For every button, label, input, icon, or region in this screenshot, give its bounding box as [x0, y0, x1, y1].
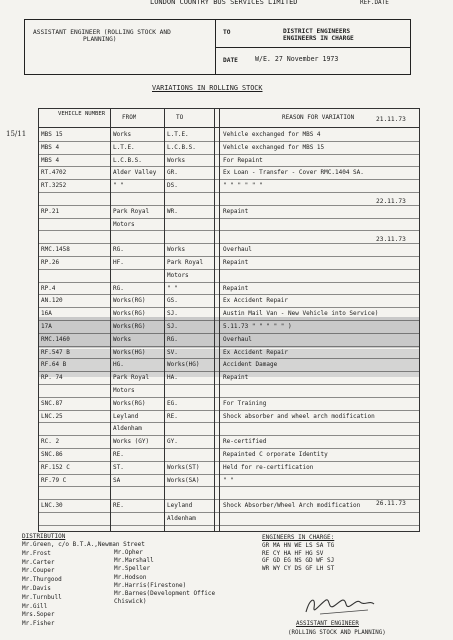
row-divider: [38, 512, 420, 513]
distribution-entry: GF GD EG NS GD WF SJ: [262, 557, 335, 565]
to-label: TO: [223, 29, 231, 36]
cell-from: Works(RG): [113, 310, 146, 318]
table-row: [38, 157, 420, 167]
row-divider: [38, 333, 420, 334]
cell-reason: " ": [223, 476, 234, 484]
table-row: [38, 297, 420, 307]
row-divider: [38, 230, 420, 231]
header-box: [24, 19, 411, 75]
table-row: [38, 336, 420, 346]
cell-reason: Overhaul: [223, 246, 252, 254]
cell-from: HG.: [113, 361, 124, 369]
distribution-entry: Mr.Hodson: [114, 573, 147, 581]
date-marker: 23.11.73: [376, 236, 406, 243]
row-divider: [38, 448, 420, 449]
cell-vehicle: RP.26: [41, 259, 60, 266]
row-divider: [38, 422, 420, 423]
table-row: [38, 361, 420, 371]
row-divider: [38, 410, 420, 411]
cell-to: Works(ST): [167, 463, 200, 471]
cell-from: Park Royal: [113, 374, 150, 382]
table-row: [38, 285, 420, 295]
cell-to: WR.: [167, 207, 178, 215]
cell-from: HF.: [113, 259, 124, 266]
signature-image: [300, 590, 380, 620]
distribution-entry: GR MA HN WE LS SA TG: [262, 542, 335, 549]
cell-from: Works(HG): [113, 348, 146, 356]
distribution-entry: Mr.Davis: [22, 584, 51, 592]
row-divider: [38, 397, 420, 398]
cell-to: GY.: [167, 438, 178, 446]
cell-from: Leyland: [113, 412, 139, 420]
col-header-to: TO: [176, 114, 184, 121]
from-line-2: PLANNING): [83, 36, 117, 43]
cell-to: SV.: [167, 348, 178, 356]
cell-reason: Shock Absorber/Wheel Arch modification: [223, 502, 361, 510]
date-marker: 26.11.73: [376, 500, 406, 507]
col-header-reason: REASON FOR VARIATION: [282, 114, 355, 121]
cell-from: L.C.B.S.: [113, 156, 142, 164]
margin-note: 15/11: [6, 130, 27, 138]
reference: REF.DATE: [360, 0, 389, 6]
cell-to: DS.: [167, 182, 178, 190]
cell-to: GS.: [167, 297, 178, 305]
cell-reason: Austin Mail Van - New Vehicle into Service): [223, 310, 379, 318]
cell-to: Leyland: [167, 502, 193, 510]
distribution-entry: WR WY CY DS GF LH ST: [262, 564, 335, 572]
cell-vehicle: MBS 15: [41, 131, 63, 138]
table-row: [38, 349, 420, 359]
distribution-entry: Mr.Fisher: [22, 620, 55, 628]
row-divider: [38, 141, 420, 142]
cell-vehicle: RF.79 C: [41, 476, 67, 484]
cell-reason: Re-certified: [223, 438, 267, 446]
cell-vehicle: AN.120: [41, 297, 63, 305]
cell-reason: Shock absorber and wheel arch modification: [223, 412, 375, 420]
cell-from: ST.: [113, 463, 124, 471]
from-line-1: ASSISTANT ENGINEER (ROLLING STOCK AND: [33, 29, 171, 36]
table-row: [38, 413, 420, 423]
cell-vehicle: RF.64 B: [41, 361, 67, 369]
distribution-entry: Mrs.Soper: [22, 611, 55, 619]
date-marker: 21.11.73: [376, 116, 406, 123]
cell-vehicle: RT.4702: [41, 169, 67, 177]
distribution-heading: DISTRIBUTION: [22, 533, 66, 540]
table-row: [38, 144, 420, 154]
cell-to: Works(HG): [167, 361, 200, 369]
table-row: [38, 400, 420, 410]
row-divider: [38, 269, 420, 270]
cell-from: RE.: [113, 502, 124, 510]
cell-to: Works(SA): [167, 476, 200, 484]
table-row: [38, 221, 420, 231]
row-divider: [38, 256, 420, 257]
cell-from: RG.: [113, 246, 124, 254]
distribution-entry: Mr.Thurgood: [22, 576, 62, 584]
cell-to: Park Royal: [167, 259, 204, 266]
row-divider: [38, 294, 420, 295]
cell-reason: Repaint: [223, 284, 249, 292]
cell-to: SJ.: [167, 310, 178, 318]
table-row: [38, 477, 420, 487]
table-row: [38, 464, 420, 474]
cell-reason: Ex Loan - Transfer - Cover RMC.1404 SA.: [223, 169, 364, 177]
cell-vehicle: RC. 2: [41, 438, 60, 446]
row-divider: [38, 346, 420, 347]
cell-reason: Vehicle exchanged for MBS 15: [223, 143, 325, 151]
cell-to: " ": [167, 284, 178, 292]
table-row: [38, 259, 420, 269]
row-divider: [38, 461, 420, 462]
cell-vehicle: RP. 74: [41, 374, 63, 382]
row-divider: [38, 243, 420, 244]
table-row: [38, 195, 420, 205]
row-divider: [38, 166, 420, 167]
row-divider: [38, 282, 420, 283]
cell-vehicle: RF.547 B: [41, 348, 70, 356]
cell-reason: For Repaint: [223, 156, 263, 164]
row-divider: [38, 474, 420, 475]
table-row: [38, 425, 420, 435]
cell-reason: Ex Accident Repair: [223, 297, 289, 305]
cell-from: RE.: [113, 451, 124, 458]
cell-from: Motors: [113, 220, 135, 228]
cell-vehicle: LNC.25: [41, 412, 63, 420]
distribution-entry: Mr.Harris(Firestone): [114, 581, 187, 589]
cell-reason: Overhaul: [223, 335, 252, 343]
row-divider: [38, 499, 420, 500]
col-header-vehicle: VEHICLE NUMBER: [58, 111, 106, 117]
cell-vehicle: SNC.86: [41, 451, 63, 458]
to-line-1: DISTRICT ENGINEERS: [283, 28, 351, 35]
distribution-entry: Mr.Green, c/o B.T.A.,Newman Street: [22, 541, 145, 548]
cell-from: Aldenham: [113, 425, 142, 433]
cell-reason: 5.11.73 " " " " " ): [223, 323, 292, 330]
table-row: [38, 233, 420, 243]
distribution-entry: Chiswick): [114, 598, 147, 606]
table-row: [38, 169, 420, 179]
table-row: [38, 131, 420, 141]
cell-to: RE.: [167, 412, 178, 420]
cell-vehicle: RT.3252: [41, 182, 67, 190]
cell-from: Alder Valley: [113, 169, 157, 177]
cell-vehicle: RMC.1460: [41, 335, 70, 343]
cell-reason: For Training: [223, 399, 267, 407]
cell-to: GR.: [167, 169, 178, 177]
cell-from: RG.: [113, 284, 124, 292]
cell-vehicle: RF.152 C: [41, 463, 70, 471]
cell-from: Motors: [113, 387, 135, 394]
distribution-entry: Mr.Gill: [22, 602, 48, 610]
cell-from: Works (GY): [113, 438, 150, 446]
table-row: [38, 246, 420, 256]
page-heading: VARIATIONS IN ROLLING STOCK: [152, 84, 263, 92]
cell-reason: Held for re-certification: [223, 463, 314, 471]
garage-codes: [262, 542, 334, 572]
date-marker: 22.11.73: [376, 198, 406, 205]
cell-to: L.C.B.S.: [167, 143, 196, 151]
row-divider: [38, 192, 420, 193]
cell-from: Works: [113, 335, 132, 343]
table-row: [38, 374, 420, 384]
row-divider: [38, 218, 420, 219]
table-row: [38, 489, 420, 499]
cell-vehicle: 16A: [41, 310, 52, 318]
row-divider: [38, 384, 420, 385]
cell-to: HA.: [167, 374, 178, 382]
distribution-entry: Mr.Frost: [22, 549, 51, 557]
cell-reason: Repaint: [223, 207, 249, 215]
cell-from: Works: [113, 131, 132, 138]
cell-reason: Repaint: [223, 374, 249, 382]
to-line-2: ENGINEERS IN CHARGE: [283, 35, 354, 42]
cell-from: Works(RG): [113, 323, 146, 330]
table-row: [38, 272, 420, 282]
cell-from: Park Royal: [113, 207, 150, 215]
cell-vehicle: SNC.87: [41, 399, 63, 407]
engineers-heading: ENGINEERS IN CHARGE:: [262, 534, 335, 541]
row-divider: [38, 307, 420, 308]
distribution-list-2: [114, 549, 215, 606]
cell-from: L.T.E.: [113, 143, 135, 151]
row-divider: [38, 179, 420, 180]
row-divider: [38, 371, 420, 372]
distribution-entry: Mr.Carter: [22, 558, 55, 566]
table-row: [38, 310, 420, 320]
cell-vehicle: RP.21: [41, 207, 60, 215]
cell-to: RG.: [167, 335, 178, 343]
cell-vehicle: RMC.1458: [41, 246, 70, 254]
cell-to: Works: [167, 246, 186, 254]
distribution-entry: Mr.Speller: [114, 565, 151, 573]
row-divider: [38, 435, 420, 436]
cell-from: SA: [113, 476, 121, 484]
col-header-from: FROM: [122, 114, 137, 121]
cell-reason: Repaint: [223, 259, 249, 266]
cell-vehicle: MBS 4: [41, 143, 60, 151]
table-row: [38, 438, 420, 448]
cell-to: Motors: [167, 271, 189, 279]
distribution-entry: RE CY HA HF HG SV: [262, 549, 324, 557]
table-row: [38, 182, 420, 192]
table-row: [38, 323, 420, 333]
cell-vehicle: RP.4: [41, 284, 56, 292]
cell-to: Aldenham: [167, 515, 196, 522]
cell-vehicle: 17A: [41, 323, 52, 330]
signature-caption-2: (ROLLING STOCK AND PLANNING): [288, 630, 386, 636]
table-row: [38, 502, 420, 512]
table-row: [38, 451, 420, 461]
variations-table: [38, 108, 420, 532]
cell-to: Works: [167, 156, 186, 164]
cell-vehicle: MBS 4: [41, 156, 60, 164]
row-divider: [38, 486, 420, 487]
cell-to: SJ.: [167, 323, 178, 330]
cell-from: Works(RG): [113, 297, 146, 305]
letterhead: LONDON COUNTRY BUS SERVICES LIMITED: [150, 0, 298, 6]
cell-reason: Accident Damage: [223, 361, 278, 369]
row-divider: [38, 205, 420, 206]
signature-caption-1: ASSISTANT ENGINEER: [296, 621, 359, 627]
row-divider: [38, 320, 420, 321]
distribution-entry: Mr.Couper: [22, 567, 55, 575]
cell-from: " ": [113, 182, 124, 190]
row-divider: [38, 154, 420, 155]
distribution-entry: Mr.Barnes(Development Office: [114, 590, 216, 598]
cell-to: L.T.E.: [167, 131, 189, 138]
distribution-entry: Mr.Marshall: [114, 557, 154, 565]
cell-reason: Vehicle exchanged for MBS 4: [223, 131, 321, 138]
row-divider: [38, 358, 420, 359]
row-divider: [38, 525, 420, 526]
date-label: DATE: [223, 57, 238, 64]
date-value: W/E. 27 November 1973: [255, 55, 339, 63]
cell-reason: Ex Accident Repair: [223, 348, 289, 356]
cell-reason: " " " " " ": [223, 182, 263, 190]
cell-to: EG.: [167, 399, 178, 407]
cell-vehicle: LNC.30: [41, 502, 63, 510]
distribution-entry: Mr.Turnbull: [22, 593, 62, 601]
table-row: [38, 208, 420, 218]
cell-from: Works(RG): [113, 399, 146, 407]
table-row: [38, 387, 420, 397]
cell-reason: Repainted C orporate Identity: [223, 451, 328, 458]
table-row: [38, 515, 420, 525]
distribution-entry: Mr.Opher: [114, 549, 143, 556]
